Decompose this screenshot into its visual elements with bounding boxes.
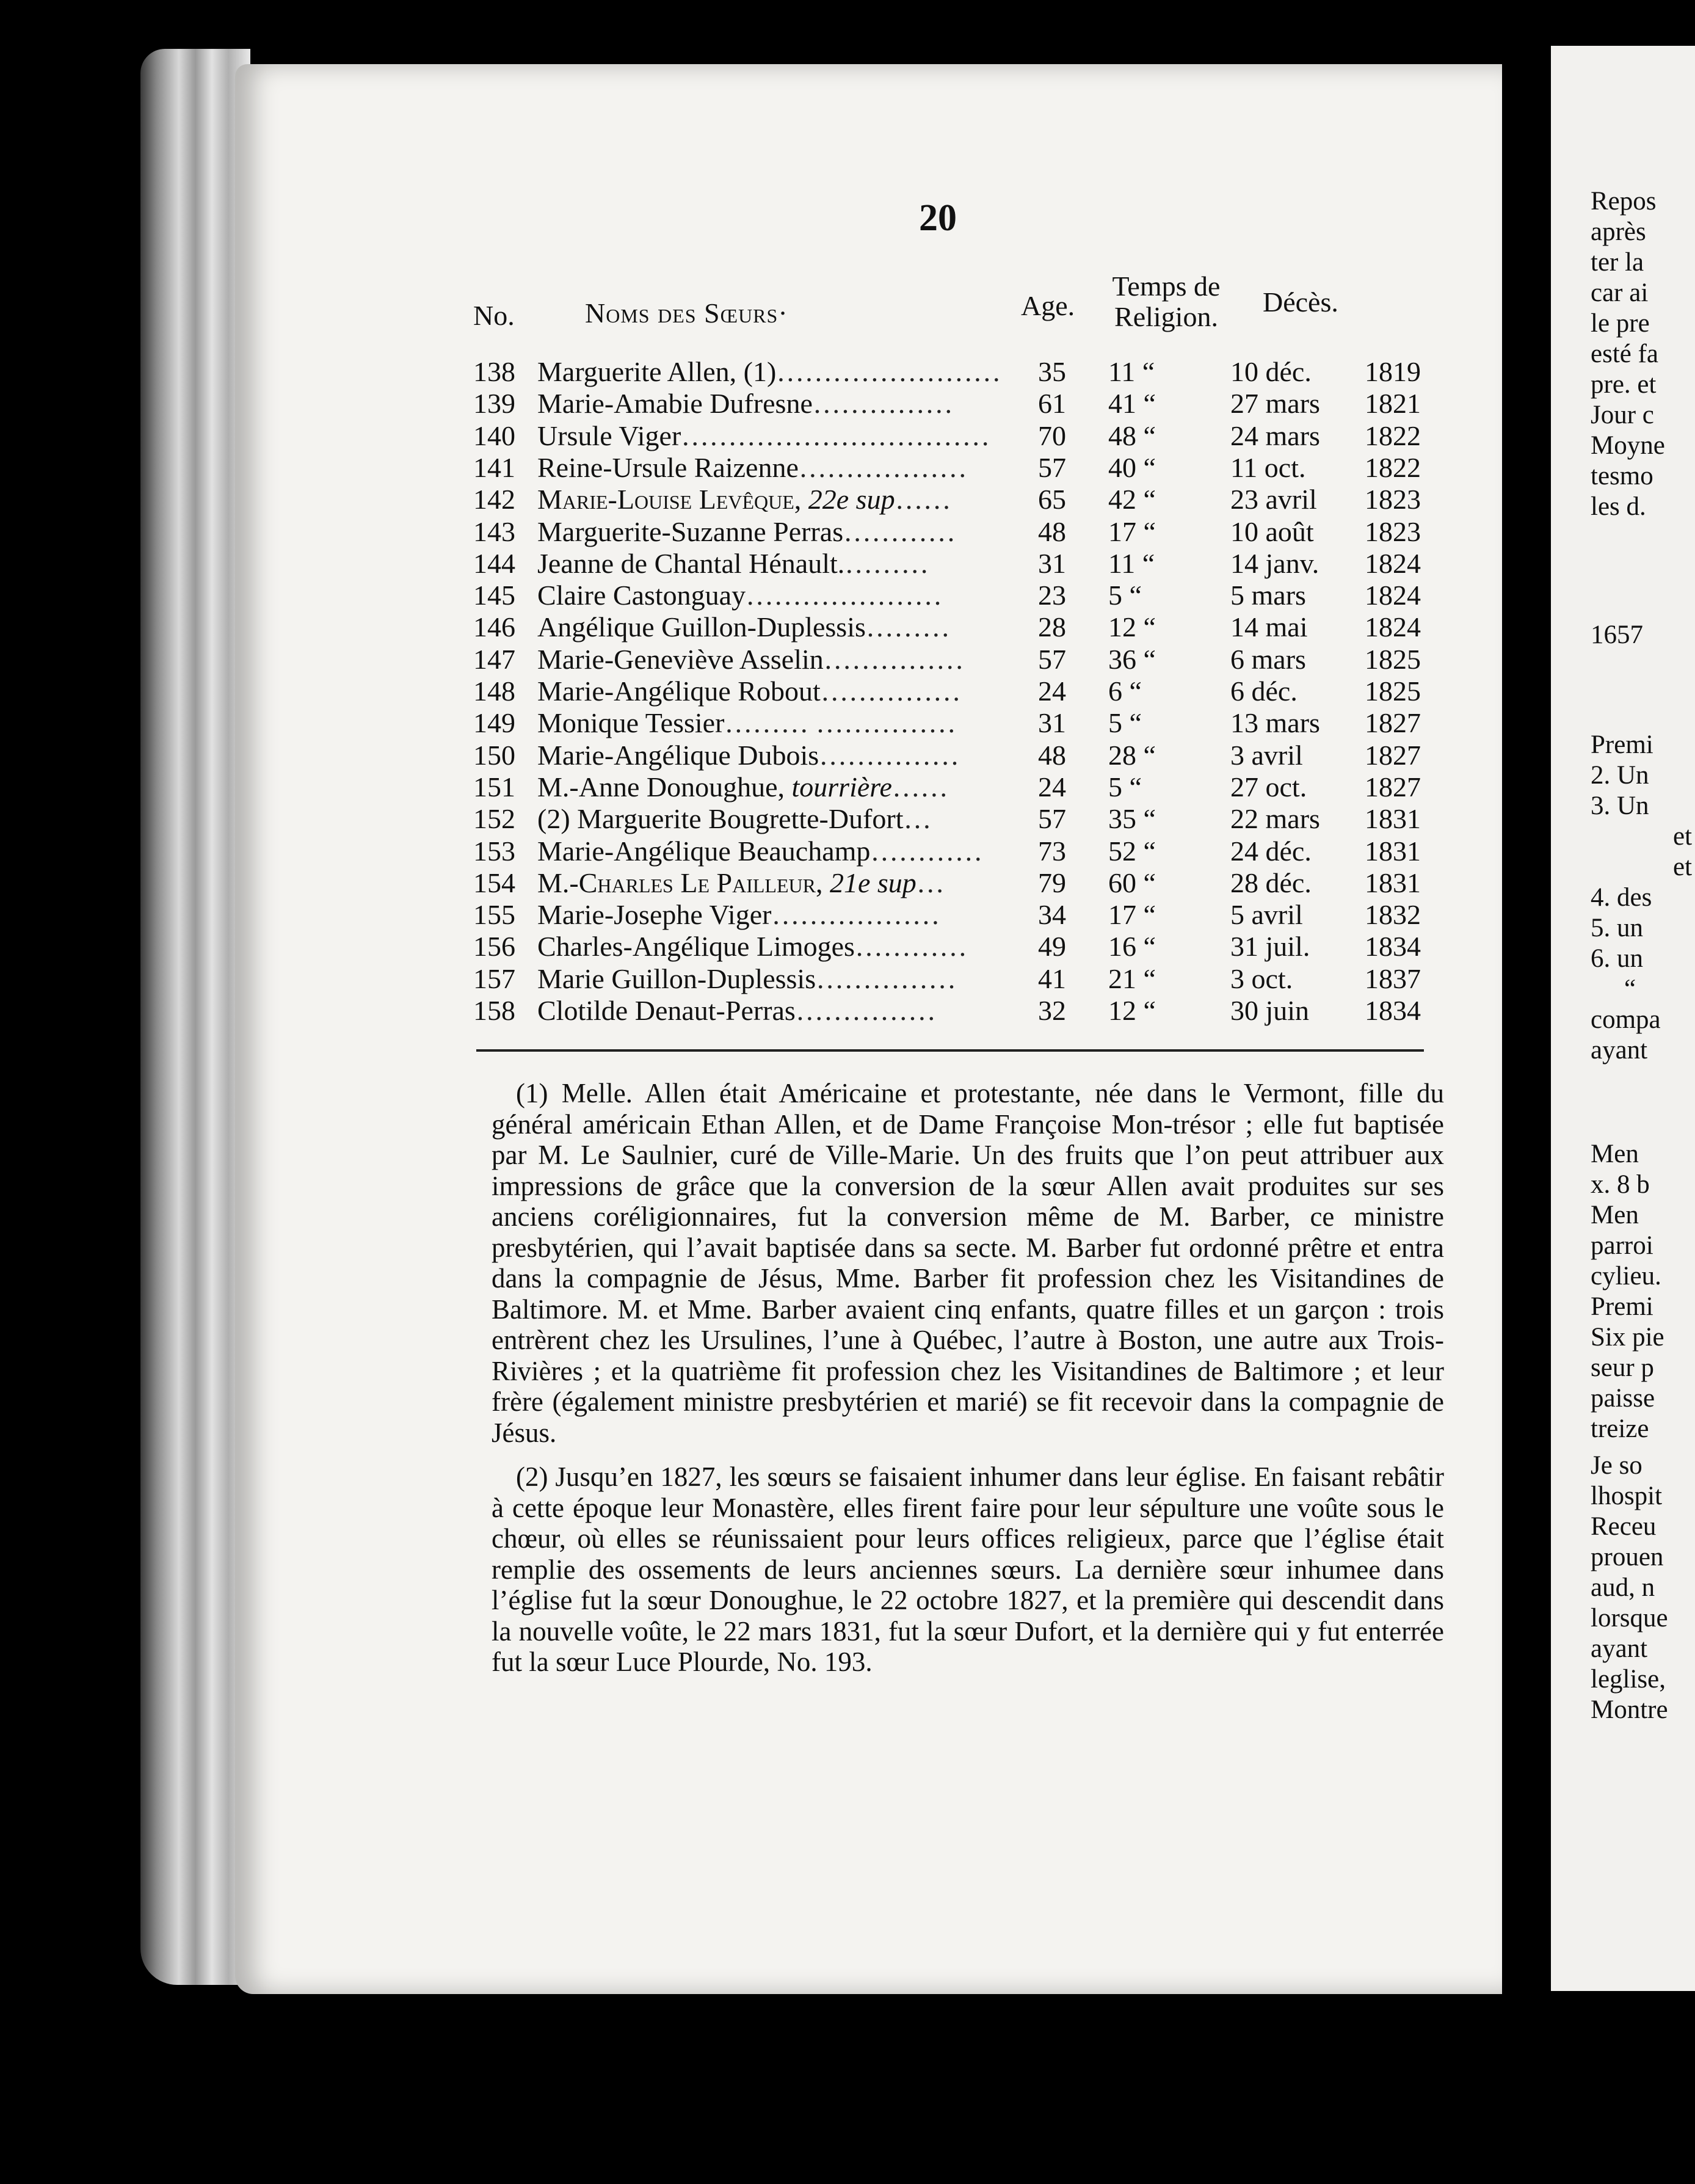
religion-years: 41 “ — [1108, 388, 1156, 420]
age-value: 79 — [1038, 867, 1066, 898]
religion-years: 12 “ — [1108, 995, 1156, 1026]
death-year: 1821 — [1365, 388, 1421, 420]
leader-dots: …… — [891, 771, 948, 803]
name-text: Clotilde Denaut-Perras — [537, 995, 796, 1026]
right-page-line: compa — [1591, 1005, 1661, 1034]
leader-dots: … — [903, 803, 932, 835]
death-date: 10 août — [1230, 515, 1314, 547]
name-text: Charles-Angélique Limoges — [537, 931, 855, 963]
leader-dots: ………… — [854, 931, 967, 963]
sister-name — [537, 898, 940, 931]
entry-number: 154 — [473, 867, 515, 898]
entry-number: 151 — [473, 771, 515, 803]
religion-years: 28 “ — [1108, 739, 1156, 771]
religion-years: 36 “ — [1108, 643, 1156, 675]
name-text: Jeanne de Chantal Hénault. — [537, 547, 845, 579]
right-page-line: Premi — [1591, 1292, 1653, 1321]
entry-number: 140 — [473, 420, 515, 451]
death-date: 22 mars — [1230, 803, 1320, 835]
table-row — [473, 355, 1438, 387]
death-year: 1834 — [1365, 995, 1421, 1026]
name-text: Angélique Guillon-Duplessis — [537, 611, 866, 643]
death-year: 1834 — [1365, 931, 1421, 963]
religion-years: 5 “ — [1108, 580, 1142, 611]
right-page-line: treize — [1591, 1414, 1649, 1443]
sister-name — [537, 771, 948, 803]
name-annotation: tourrière — [791, 771, 892, 803]
right-page-line: aud, n — [1591, 1573, 1655, 1602]
death-date: 11 oct. — [1230, 451, 1306, 483]
right-page-line: 6. un — [1591, 944, 1643, 973]
leader-dots: …… — [895, 484, 951, 515]
right-page-line: prouen — [1591, 1543, 1664, 1571]
leader-dots: ………… — [843, 515, 956, 547]
sister-name — [537, 547, 929, 580]
footnote-2: (2) Jusqu’en 1827, les sœurs se faisaient inhumer dans leur église. En faisant rebâtir à cette époque leur Monastère, elles firent faire pour leur sépulture une voûte sous le chœur, où elles se réunissaient pour leurs offices religieux, parce que l’église était remplie des ossements de leurs anciennes sœurs. La dernière sœur inhumee dans l’église fut la sœur Donoughue, le 22 octobre 1827, et la première qui descendit dans la nouvelle voûte, le 22 mars 1831, fut la sœur Dufort, et la dernière qui y fut enterrée fut la sœur Luce Plourde, No. 193. — [492, 1461, 1444, 1677]
name-annotation: 22e sup — [808, 484, 895, 515]
religion-years: 48 “ — [1108, 420, 1156, 451]
death-year: 1832 — [1365, 899, 1421, 931]
name-text: Marguerite-Suzanne Perras — [537, 515, 844, 547]
table-row — [473, 771, 1438, 803]
age-value: 48 — [1038, 739, 1066, 771]
right-page-line: Men — [1591, 1201, 1639, 1229]
right-page-line: Moyne — [1591, 431, 1665, 460]
footnotes — [492, 1078, 1444, 1678]
right-page-line: ayant — [1591, 1036, 1648, 1065]
age-value: 61 — [1038, 388, 1066, 420]
footnote-rule — [476, 1049, 1424, 1052]
sister-name — [537, 963, 956, 995]
book-edge — [140, 49, 250, 1985]
death-year: 1822 — [1365, 451, 1421, 483]
religion-years: 5 “ — [1108, 771, 1142, 803]
death-year: 1825 — [1365, 643, 1421, 675]
table-row — [473, 930, 1438, 962]
right-page-line: lorsque — [1591, 1604, 1668, 1633]
age-value: 35 — [1038, 356, 1066, 387]
religion-years: 52 “ — [1108, 835, 1156, 867]
name-text: Marie-Josephe Viger — [537, 899, 772, 931]
table-row — [473, 739, 1438, 771]
sister-name — [537, 739, 959, 771]
leader-dots: … — [916, 867, 945, 898]
right-page-line: Receu — [1591, 1512, 1657, 1541]
death-year: 1823 — [1365, 484, 1421, 515]
entry-number: 147 — [473, 643, 515, 675]
death-date: 10 déc. — [1230, 356, 1312, 387]
right-page-line: le pre — [1591, 309, 1650, 338]
right-page-line: car ai — [1591, 278, 1649, 307]
right-page-line: parroi — [1591, 1231, 1653, 1260]
death-year: 1831 — [1365, 803, 1421, 835]
death-date: 27 oct. — [1230, 771, 1307, 803]
table-row — [473, 387, 1438, 419]
death-date: 14 mai — [1230, 611, 1308, 643]
religion-years: 17 “ — [1108, 899, 1156, 931]
right-page-line: Jour c — [1591, 401, 1654, 429]
right-page-line: Je so — [1591, 1451, 1642, 1480]
leader-dots: …………… — [816, 963, 957, 994]
name-text: Marie-Angélique Beauchamp — [537, 835, 871, 867]
sister-name — [537, 930, 967, 963]
death-year: 1831 — [1365, 867, 1421, 898]
sister-name — [537, 803, 932, 835]
right-page-line: pre. et — [1591, 370, 1657, 399]
religion-years: 40 “ — [1108, 451, 1156, 483]
right-page-line: “ — [1624, 975, 1636, 1003]
death-year: 1819 — [1365, 356, 1421, 387]
age-value: 41 — [1038, 963, 1066, 994]
sister-name — [537, 451, 967, 484]
sister-name — [537, 515, 956, 548]
death-date: 13 mars — [1230, 707, 1320, 739]
right-page-line: esté fa — [1591, 340, 1659, 368]
entry-number: 150 — [473, 739, 515, 771]
age-value: 57 — [1038, 803, 1066, 835]
death-year: 1824 — [1365, 547, 1421, 579]
age-value: 34 — [1038, 899, 1066, 931]
right-page-line: tesmo — [1591, 462, 1653, 490]
religion-years: 60 “ — [1108, 867, 1156, 898]
age-value: 48 — [1038, 515, 1066, 547]
sister-name — [537, 643, 964, 675]
name-text: Marie-Geneviève Asselin — [537, 643, 824, 675]
religion-years: 11 “ — [1108, 547, 1155, 579]
table-row — [473, 451, 1438, 483]
religion-years: 12 “ — [1108, 611, 1156, 643]
name-text: Marie-Angélique Robout — [537, 675, 821, 707]
name-text: Marie Guillon-Duplessis — [537, 963, 816, 994]
death-date: 5 avril — [1230, 899, 1303, 931]
leader-dots: …………………… — [776, 356, 1001, 387]
leader-dots: ……… …………… — [724, 707, 956, 739]
leader-dots: …………… — [819, 739, 960, 771]
right-page-line: 2. Un — [1591, 761, 1649, 790]
death-date: 5 mars — [1230, 580, 1306, 611]
death-date: 24 mars — [1230, 420, 1320, 451]
entry-number: 142 — [473, 484, 515, 515]
table-row — [473, 898, 1438, 930]
table-row — [473, 579, 1438, 611]
entry-number: 152 — [473, 803, 515, 835]
entry-number: 145 — [473, 580, 515, 611]
death-year: 1827 — [1365, 707, 1421, 739]
sister-name — [537, 579, 942, 611]
death-date: 24 déc. — [1230, 835, 1312, 867]
footnote-1: (1) Melle. Allen était Américaine et protestante, née dans le Vermont, fille du général américain Ethan Allen, et de Dame Françoise Mon-trésor ; elle fut baptisée par M. Le Saulnier, curé de Ville-Marie. Un des fruits que l’on peut attribuer aux impressions de grâce que la conversion de la sœur Allen avait produites sur ses anciens coréligionnaires, fut la conversion même de M. Barber, ce ministre presbytérien, qui l’avait baptisée dans sa secte. M. Barber fut ordonné prêtre et entra dans la compagnie de Jésus, Mme. Barber fit profession chez les Visitandines de Baltimore. M. et Mme. Barber avaient cinq enfants, quatre filles et un garçon : trois entrèrent chez les Ursulines, l’une à Québec, l’autre à Boston, une autre aux Trois-Rivières ; et la quatrième fit profession chez les Visitandines de Baltimore ; et leur frère (également ministre presbytérien et marié) se fit recevoir dans la compagnie de Jésus. — [492, 1078, 1444, 1448]
religion-years: 42 “ — [1108, 484, 1156, 515]
sister-name — [537, 355, 1001, 388]
name-text: Ursule Viger — [537, 420, 681, 451]
age-value: 65 — [1038, 484, 1066, 515]
table-row — [473, 867, 1438, 898]
name-text: Reine-Ursule Raizenne — [537, 451, 799, 483]
age-value: 57 — [1038, 643, 1066, 675]
entry-number: 143 — [473, 515, 515, 547]
religion-years: 35 “ — [1108, 803, 1156, 835]
religion-years: 21 “ — [1108, 963, 1156, 994]
name-annotation: 21e sup — [829, 867, 916, 898]
age-value: 49 — [1038, 931, 1066, 963]
religion-years: 6 “ — [1108, 675, 1142, 707]
sister-name — [537, 420, 990, 452]
table-row — [473, 707, 1438, 738]
name-text: Marie-Louise Levêque, — [537, 484, 808, 515]
leader-dots: …………… — [820, 675, 961, 707]
leader-dots: ……… — [844, 547, 929, 579]
leader-dots: ……………… — [771, 899, 940, 931]
leader-dots: ………… — [870, 835, 983, 867]
age-value: 57 — [1038, 451, 1066, 483]
sister-name — [537, 867, 945, 899]
death-year: 1824 — [1365, 580, 1421, 611]
left-page — [235, 64, 1502, 1994]
leader-dots: …………………………… — [681, 420, 990, 451]
death-date: 31 juil. — [1230, 931, 1310, 963]
leader-dots: ………………… — [746, 580, 943, 611]
entry-number: 158 — [473, 995, 515, 1026]
sister-name — [537, 611, 950, 643]
right-page-line: les d. — [1591, 492, 1646, 521]
table-row — [473, 963, 1438, 994]
table-row — [473, 483, 1438, 515]
right-page-line: 4. des — [1591, 883, 1652, 912]
name-text: M.-Anne Donoughue, — [537, 771, 792, 803]
death-date: 28 déc. — [1230, 867, 1312, 898]
right-page-line: leglise, — [1591, 1665, 1666, 1694]
death-year: 1823 — [1365, 515, 1421, 547]
right-page-line: cylieu. — [1591, 1262, 1661, 1290]
entry-number: 148 — [473, 675, 515, 707]
right-page-line: et — [1673, 822, 1693, 851]
right-page-line: ter la — [1591, 248, 1644, 277]
right-page-line: après — [1591, 217, 1646, 246]
table-row — [473, 611, 1438, 642]
death-date: 30 juin — [1230, 995, 1310, 1026]
right-page-line: lhospit — [1591, 1482, 1663, 1510]
entry-number: 156 — [473, 931, 515, 963]
entry-number: 139 — [473, 388, 515, 420]
right-page-line: et — [1673, 853, 1693, 881]
entry-number: 155 — [473, 899, 515, 931]
header-temps: Temps de Religion. — [1112, 271, 1221, 332]
age-value: 24 — [1038, 675, 1066, 707]
sister-name — [537, 387, 953, 420]
entry-number: 146 — [473, 611, 515, 643]
header-deces: Décès. — [1263, 286, 1338, 318]
leader-dots: ……………… — [798, 451, 967, 483]
religion-years: 16 “ — [1108, 931, 1156, 963]
entry-number: 149 — [473, 707, 515, 739]
leader-dots: …………… — [812, 388, 953, 420]
death-date: 23 avril — [1230, 484, 1317, 515]
entry-number: 138 — [473, 356, 515, 387]
age-value: 73 — [1038, 835, 1066, 867]
table-row — [473, 547, 1438, 579]
religion-years: 5 “ — [1108, 707, 1142, 739]
header-names: Noms des Sœurs· — [585, 297, 788, 329]
right-page-line: Men — [1591, 1140, 1639, 1168]
name-text: Claire Castonguay — [537, 580, 746, 611]
death-date: 3 avril — [1230, 739, 1303, 771]
right-page-line: 5. un — [1591, 914, 1643, 942]
right-page-line: Montre — [1591, 1695, 1668, 1724]
right-page-line: ayant — [1591, 1634, 1648, 1663]
death-year: 1824 — [1365, 611, 1421, 643]
table-row — [473, 420, 1438, 451]
age-value: 28 — [1038, 611, 1066, 643]
age-value: 31 — [1038, 547, 1066, 579]
table-row — [473, 675, 1438, 707]
death-date: 14 janv. — [1230, 547, 1319, 579]
death-year: 1822 — [1365, 420, 1421, 451]
age-value: 24 — [1038, 771, 1066, 803]
age-value: 32 — [1038, 995, 1066, 1026]
right-page-line: 3. Un — [1591, 792, 1649, 820]
entry-number: 153 — [473, 835, 515, 867]
right-page-line: x. 8 b — [1591, 1170, 1650, 1199]
entry-number: 141 — [473, 451, 515, 483]
sister-name — [537, 483, 951, 515]
table-row — [473, 515, 1438, 547]
sister-name — [537, 707, 956, 739]
death-date: 6 mars — [1230, 643, 1306, 675]
name-text: Marie-Angélique Dubois — [537, 739, 819, 771]
death-date: 6 déc. — [1230, 675, 1298, 707]
right-page-line: seur p — [1591, 1353, 1654, 1382]
sister-name — [537, 994, 936, 1027]
death-year: 1827 — [1365, 771, 1421, 803]
entry-number: 144 — [473, 547, 515, 579]
right-page-line: paisse — [1591, 1384, 1655, 1413]
name-text: Marie-Amabie Dufresne — [537, 388, 813, 420]
death-year: 1831 — [1365, 835, 1421, 867]
name-text: Marguerite Allen, (1) — [537, 356, 777, 387]
table-row — [473, 803, 1438, 834]
right-page-line: Repos — [1591, 187, 1657, 216]
header-no: No. — [473, 300, 515, 331]
name-text: M.-Charles Le Pailleur, — [537, 867, 830, 898]
table-row — [473, 835, 1438, 867]
right-page-line: Premi — [1591, 730, 1653, 759]
leader-dots: …………… — [823, 643, 964, 675]
age-value: 70 — [1038, 420, 1066, 451]
sister-name — [537, 675, 961, 707]
religion-years: 11 “ — [1108, 356, 1155, 387]
entry-number: 157 — [473, 963, 515, 994]
death-date: 27 mars — [1230, 388, 1320, 420]
table-row — [473, 643, 1438, 675]
death-year: 1827 — [1365, 739, 1421, 771]
book-gutter — [1502, 37, 1551, 2015]
death-date: 3 oct. — [1230, 963, 1293, 994]
leader-dots: …………… — [795, 995, 936, 1026]
header-age: Age. — [1021, 290, 1075, 321]
leader-dots: ……… — [865, 611, 950, 643]
table-row — [473, 994, 1438, 1026]
page-number: 20 — [919, 197, 957, 239]
death-year: 1825 — [1365, 675, 1421, 707]
name-text: Monique Tessier — [537, 707, 725, 739]
right-page-line: 1657 — [1591, 621, 1643, 649]
name-text: (2) Marguerite Bougrette-Dufort — [537, 803, 904, 835]
age-value: 31 — [1038, 707, 1066, 739]
age-value: 23 — [1038, 580, 1066, 611]
death-year: 1837 — [1365, 963, 1421, 994]
sister-name — [537, 835, 982, 867]
religion-years: 17 “ — [1108, 515, 1156, 547]
right-page-line: Six pie — [1591, 1323, 1664, 1352]
